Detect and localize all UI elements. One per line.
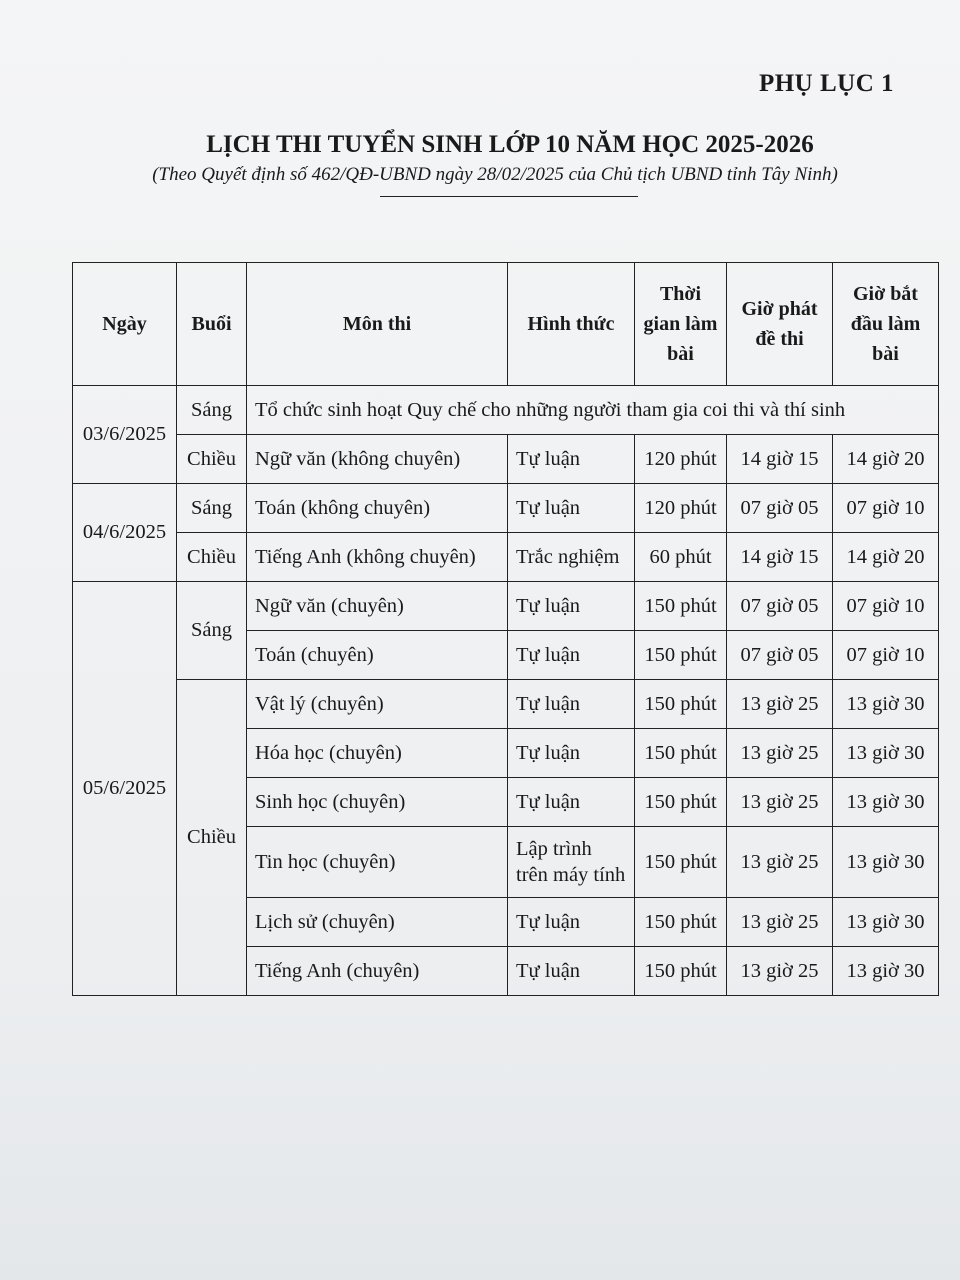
duration-cell: 150 phút — [635, 778, 727, 827]
header-ngay: Ngày — [73, 263, 177, 386]
duration-cell: 150 phút — [635, 898, 727, 947]
duration-cell: 150 phút — [635, 947, 727, 996]
method-cell: Trắc nghiệm — [508, 533, 635, 582]
note-cell: Tổ chức sinh hoạt Quy chế cho những người tham gia coi thi và thí sinh — [247, 386, 939, 435]
distribute-time-cell: 14 giờ 15 — [727, 533, 833, 582]
method-cell: Tự luận — [508, 631, 635, 680]
date-cell: 05/6/2025 — [73, 582, 177, 996]
title-underline — [380, 196, 638, 197]
date-cell: 04/6/2025 — [73, 484, 177, 582]
method-cell: Tự luận — [508, 947, 635, 996]
distribute-time-cell: 13 giờ 25 — [727, 680, 833, 729]
session-cell: Sáng — [177, 386, 247, 435]
subject-cell: Sinh học (chuyên) — [247, 778, 508, 827]
distribute-time-cell: 13 giờ 25 — [727, 729, 833, 778]
exam-schedule-table — [72, 262, 939, 996]
subject-cell: Hóa học (chuyên) — [247, 729, 508, 778]
header-thoi-gian: Thời gian làm bài — [635, 263, 727, 386]
method-cell: Tự luận — [508, 778, 635, 827]
duration-cell: 150 phút — [635, 582, 727, 631]
start-time-cell: 13 giờ 30 — [833, 898, 939, 947]
date-cell: 03/6/2025 — [73, 386, 177, 484]
method-cell: Tự luận — [508, 729, 635, 778]
session-cell: Chiều — [177, 533, 247, 582]
method-cell: Tự luận — [508, 680, 635, 729]
start-time-cell: 13 giờ 30 — [833, 947, 939, 996]
duration-cell: 120 phút — [635, 484, 727, 533]
start-time-cell: 07 giờ 10 — [833, 582, 939, 631]
session-cell: Sáng — [177, 484, 247, 533]
header-buoi: Buổi — [177, 263, 247, 386]
subject-cell: Ngữ văn (không chuyên) — [247, 435, 508, 484]
start-time-cell: 13 giờ 30 — [833, 778, 939, 827]
duration-cell: 150 phút — [635, 680, 727, 729]
start-time-cell: 14 giờ 20 — [833, 435, 939, 484]
table-row — [73, 435, 939, 484]
duration-cell: 150 phút — [635, 631, 727, 680]
start-time-cell: 13 giờ 30 — [833, 827, 939, 898]
header-gio-phat: Giờ phát đề thi — [727, 263, 833, 386]
header-hinh-thuc: Hình thức — [508, 263, 635, 386]
table-row — [73, 533, 939, 582]
subject-cell: Lịch sử (chuyên) — [247, 898, 508, 947]
method-cell: Tự luận — [508, 898, 635, 947]
method-cell: Tự luận — [508, 435, 635, 484]
table-header-row — [73, 263, 939, 386]
subject-cell: Tiếng Anh (không chuyên) — [247, 533, 508, 582]
subject-cell: Ngữ văn (chuyên) — [247, 582, 508, 631]
distribute-time-cell: 13 giờ 25 — [727, 778, 833, 827]
session-cell: Chiều — [177, 680, 247, 996]
subject-cell: Vật lý (chuyên) — [247, 680, 508, 729]
start-time-cell: 13 giờ 30 — [833, 729, 939, 778]
table-body — [73, 386, 939, 996]
table-row — [73, 680, 939, 729]
distribute-time-cell: 07 giờ 05 — [727, 631, 833, 680]
subject-cell: Tin học (chuyên) — [247, 827, 508, 898]
duration-cell: 60 phút — [635, 533, 727, 582]
subject-cell: Toán (chuyên) — [247, 631, 508, 680]
session-cell: Sáng — [177, 582, 247, 680]
method-cell: Lập trình trên máy tính — [508, 827, 635, 898]
distribute-time-cell: 13 giờ 25 — [727, 898, 833, 947]
start-time-cell: 14 giờ 20 — [833, 533, 939, 582]
session-cell: Chiều — [177, 435, 247, 484]
document-subtitle: (Theo Quyết định số 462/QĐ-UBND ngày 28/02/2025 của Chủ tịch UBND tỉnh Tây Ninh) — [152, 164, 838, 185]
table-row — [73, 582, 939, 631]
table-row — [73, 484, 939, 533]
duration-cell: 150 phút — [635, 827, 727, 898]
method-cell: Tự luận — [508, 582, 635, 631]
distribute-time-cell: 07 giờ 05 — [727, 484, 833, 533]
start-time-cell: 07 giờ 10 — [833, 631, 939, 680]
distribute-time-cell: 07 giờ 05 — [727, 582, 833, 631]
subject-cell: Tiếng Anh (chuyên) — [247, 947, 508, 996]
duration-cell: 120 phút — [635, 435, 727, 484]
distribute-time-cell: 13 giờ 25 — [727, 827, 833, 898]
appendix-label: PHỤ LỤC 1 — [758, 70, 894, 97]
method-cell: Tự luận — [508, 484, 635, 533]
start-time-cell: 07 giờ 10 — [833, 484, 939, 533]
header-mon-thi: Môn thi — [247, 263, 508, 386]
distribute-time-cell: 13 giờ 25 — [727, 947, 833, 996]
header-gio-bat-dau: Giờ bắt đầu làm bài — [833, 263, 939, 386]
subject-cell: Toán (không chuyên) — [247, 484, 508, 533]
table-row — [73, 386, 939, 435]
duration-cell: 150 phút — [635, 729, 727, 778]
document-title: LỊCH THI TUYỂN SINH LỚP 10 NĂM HỌC 2025-2026 — [206, 131, 814, 158]
start-time-cell: 13 giờ 30 — [833, 680, 939, 729]
distribute-time-cell: 14 giờ 15 — [727, 435, 833, 484]
